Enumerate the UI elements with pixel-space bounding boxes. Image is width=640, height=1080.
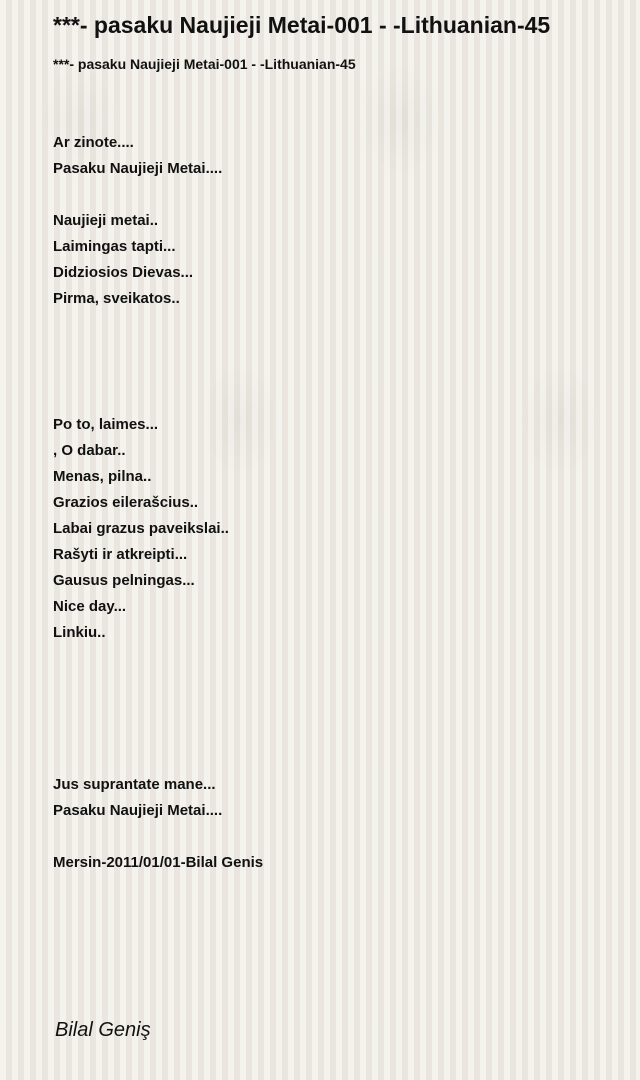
poem-subtitle: ***- pasaku Naujieji Metai-001 - -Lithuanian-45 bbox=[53, 56, 356, 72]
poem-line: Naujieji metai.. bbox=[53, 212, 159, 229]
poem-line: Labai grazus paveikslai.. bbox=[53, 520, 229, 537]
poem-line: Grazios eilerašcius.. bbox=[53, 494, 199, 511]
poem-line: Pasaku Naujieji Metai.... bbox=[53, 160, 223, 177]
poem-line: Rašyti ir atkreipti... bbox=[53, 546, 188, 563]
poem-line: Menas, pilna.. bbox=[53, 468, 152, 485]
poem-line: Gausus pelningas... bbox=[53, 572, 195, 589]
poem-line: Laimingas tapti... bbox=[53, 238, 176, 255]
poem-line: Linkiu.. bbox=[53, 624, 106, 641]
poem-line: Po to, laimes... bbox=[53, 416, 159, 433]
author-signature: Bilal Geniş bbox=[55, 1019, 151, 1041]
poem-line: Didziosios Dievas... bbox=[53, 264, 194, 281]
poem-line: Pirma, sveikatos.. bbox=[53, 290, 180, 307]
poem-line: Nice day... bbox=[53, 598, 127, 615]
poem-title: ***- pasaku Naujieji Metai-001 - -Lithuanian-45 bbox=[53, 12, 551, 38]
poem-line: , O dabar.. bbox=[53, 442, 126, 459]
poem-line: Jus suprantate mane... bbox=[53, 776, 216, 793]
poem-line: Pasaku Naujieji Metai.... bbox=[53, 802, 223, 819]
poem-line: Ar zinote.... bbox=[53, 134, 134, 151]
poem-date-author-line: Mersin-2011/01/01-Bilal Genis bbox=[53, 854, 264, 871]
